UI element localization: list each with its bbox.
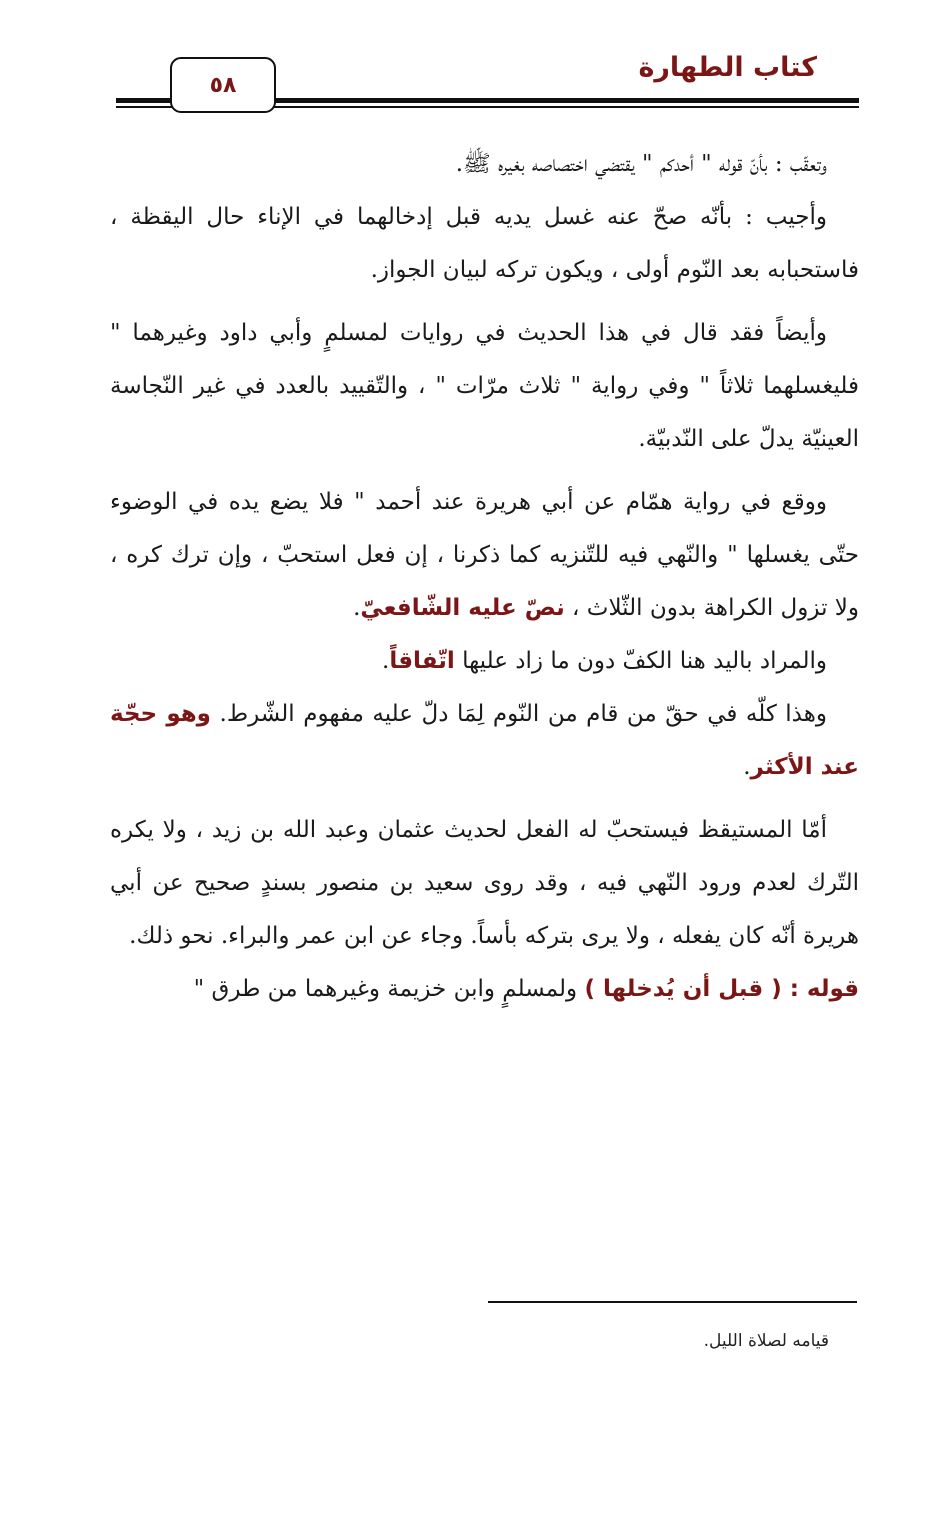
main-text (110, 138, 859, 1016)
paragraph-2: وأجيب : بأنّه صحّ عنه غسل يديه قبل إدخالهما في الإناء حال اليقظة ، فاستحبابه بعد النّوم أولى ، ويكون تركه لبيان الجواز. (110, 204, 859, 283)
paragraph-8 (110, 963, 859, 1016)
paragraph-6-text: وهذا كلّه في حقّ من قام من النّوم لِمَا دلّ عليه مفهوم الشّرط. (210, 701, 827, 727)
paragraph-4 (110, 476, 859, 635)
paragraph-5-end: . (382, 648, 390, 674)
paragraph-8-highlight: قوله : ( قبل أن يُدخلها ) (584, 976, 859, 1002)
paragraph-5-text: والمراد باليد هنا الكفّ دون ما زاد عليها (454, 648, 827, 674)
paragraph-8-text: ولمسلمٍ وابن خزيمة وغيرهما من طرق " (193, 976, 585, 1002)
paragraph-7: أمّا المستيقظ فيستحبّ له الفعل لحديث عثمان وعبد الله بن زيد ، ولا يكره التّرك لعدم ورود النّهي فيه ، وقد روى سعيد بن منصور بسندٍ صحيح عن أبي هريرة أنّه كان يفعله ، ولا يرى بتركه بأساً. وجاء عن ابن عمر والبراء. نحو ذلك. (110, 817, 859, 949)
paragraph-4-highlight: نصّ عليه الشّافعيّ (360, 595, 565, 621)
paragraph-6-highlight: وهو حجّة عند الأكثر (110, 701, 859, 780)
chapter-title: كتاب الطهارة (638, 52, 817, 83)
paragraph-5 (110, 635, 859, 688)
paragraph-6-end: . (743, 754, 751, 780)
paragraph-6 (110, 688, 859, 794)
paragraph-1: وتعقّب : بأنّ قوله " أحدكم " يقتضي اختصاصه بغيره ﷺ. (455, 151, 827, 177)
paragraph-4-text: ووقع في رواية همّام عن أبي هريرة عند أحمد " فلا يضع يده في الوضوء حتّى يغسلها " والنّهي فيه للتّنزيه كما ذكرنا ، إن فعل استحبّ ، وإن ترك كره ، ولا تزول الكراهة بدون الثّلاث ، (110, 489, 859, 621)
footnote-separator (488, 1301, 857, 1303)
footnote: قيامه لصلاة الليل. (703, 1331, 829, 1351)
page-number-box (170, 57, 276, 113)
paragraph-4-end: . (353, 595, 361, 621)
page-number: ٥٨ (209, 72, 237, 98)
paragraph-5-highlight: اتّفاقاً (389, 648, 455, 674)
paragraph-3: وأيضاً فقد قال في هذا الحديث في روايات لمسلمٍ وأبي داود وغيرهما " فليغسلهما ثلاثاً " وفي رواية " ثلاث مرّات " ، والتّقييد بالعدد في غير النّجاسة العينيّة يدلّ على النّدبيّة. (110, 320, 859, 452)
